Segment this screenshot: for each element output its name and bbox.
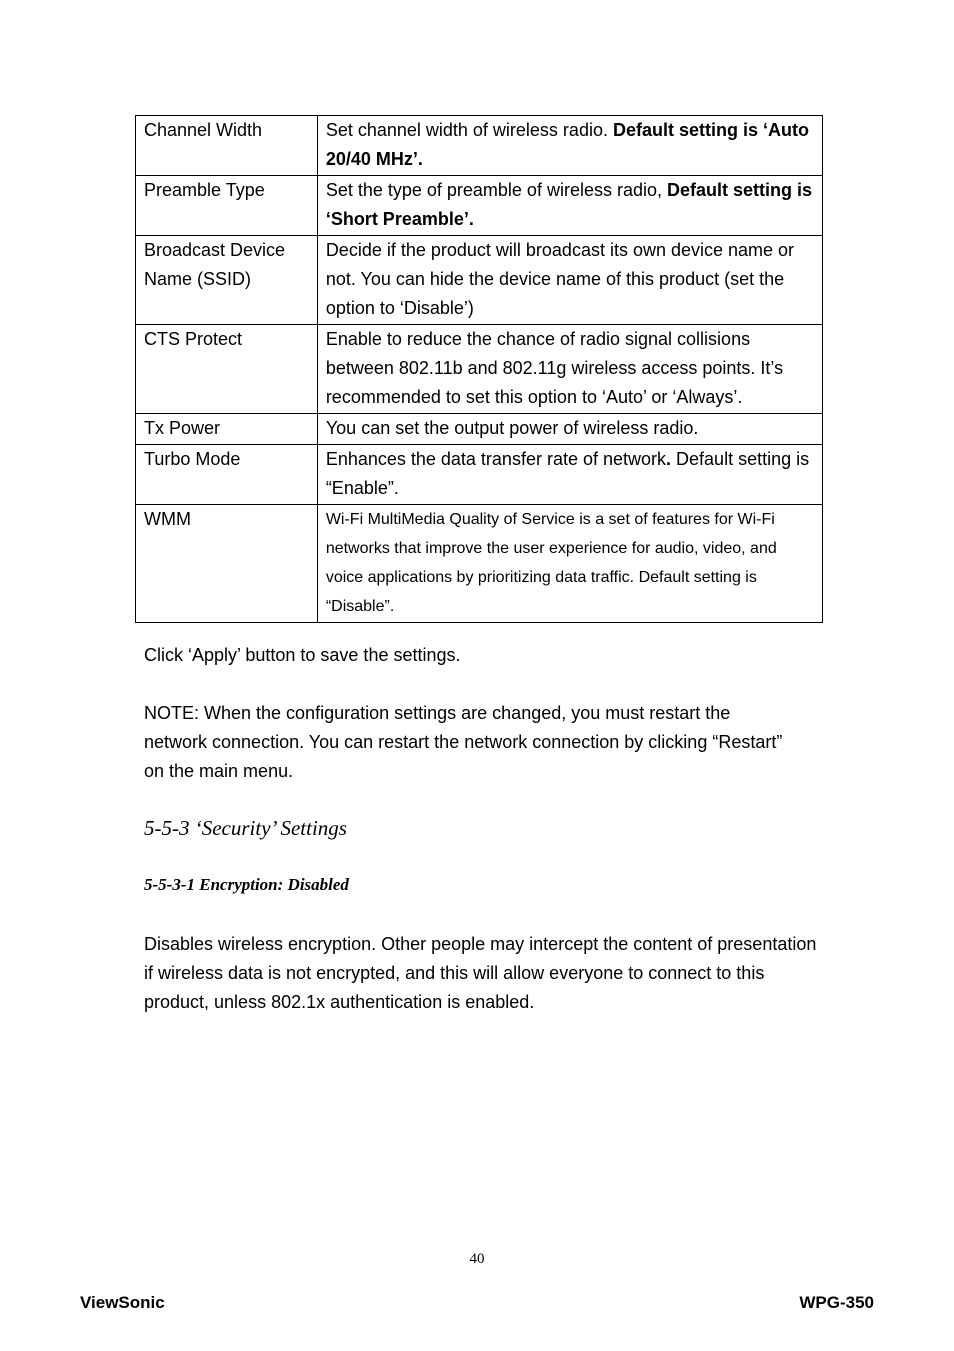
setting-name: Tx Power bbox=[136, 414, 318, 445]
table-row bbox=[136, 445, 823, 505]
table-row bbox=[136, 236, 823, 325]
table-row bbox=[136, 176, 823, 236]
apply-instruction: Click ‘Apply’ button to save the settings. bbox=[144, 645, 461, 665]
setting-name: Preamble Type bbox=[136, 176, 318, 236]
table-row bbox=[136, 325, 823, 414]
setting-name: Channel Width bbox=[136, 116, 318, 176]
subsection-heading: 5-5-3-1 Encryption: Disabled bbox=[144, 875, 349, 894]
table-row bbox=[136, 414, 823, 445]
setting-description: You can set the output power of wireless radio. bbox=[317, 414, 822, 445]
footer-model: WPG-350 bbox=[799, 1293, 874, 1312]
note-paragraph: NOTE: When the configuration settings are changed, you must restart the network connection. You can restart the network connection by clicking “Restart” on the main menu. bbox=[144, 703, 783, 781]
setting-name: CTS Protect bbox=[136, 325, 318, 414]
table-row bbox=[136, 116, 823, 176]
setting-description: Decide if the product will broadcast its own device name or not. You can hide the device name of this product (set the option to ‘Disable’) bbox=[317, 236, 822, 325]
setting-name: Turbo Mode bbox=[136, 445, 318, 505]
section-heading: 5-5-3 ‘Security’ Settings bbox=[144, 816, 347, 840]
body-paragraph: Disables wireless encryption. Other people may intercept the content of presentation if wireless data is not encrypted, and this will allow everyone to connect to this product, unless 802.1x authentication is enabled. bbox=[144, 934, 817, 1012]
setting-description: Enhances the data transfer rate of network. Default setting is “Enable”. bbox=[317, 445, 822, 505]
setting-description: Wi-Fi MultiMedia Quality of Service is a set of features for Wi-Fi networks that improve the user experience for audio, video, and voice applications by prioritizing data traffic. Default setting is “Disable”. bbox=[317, 505, 822, 623]
table-row bbox=[136, 505, 823, 623]
setting-description: Set the type of preamble of wireless radio, Default setting is ‘Short Preamble’. bbox=[317, 176, 822, 236]
setting-description: Enable to reduce the chance of radio signal collisions between 802.11b and 802.11g wireless access points. It’s recommended to set this option to ‘Auto’ or ‘Always’. bbox=[317, 325, 822, 414]
setting-description: Set channel width of wireless radio. Default setting is ‘Auto 20/40 MHz’. bbox=[317, 116, 822, 176]
footer-brand: ViewSonic bbox=[80, 1293, 165, 1312]
setting-name: Broadcast Device Name (SSID) bbox=[136, 236, 318, 325]
page-number: 40 bbox=[469, 1251, 485, 1267]
settings-table bbox=[135, 115, 823, 623]
setting-name: WMM bbox=[136, 505, 318, 623]
